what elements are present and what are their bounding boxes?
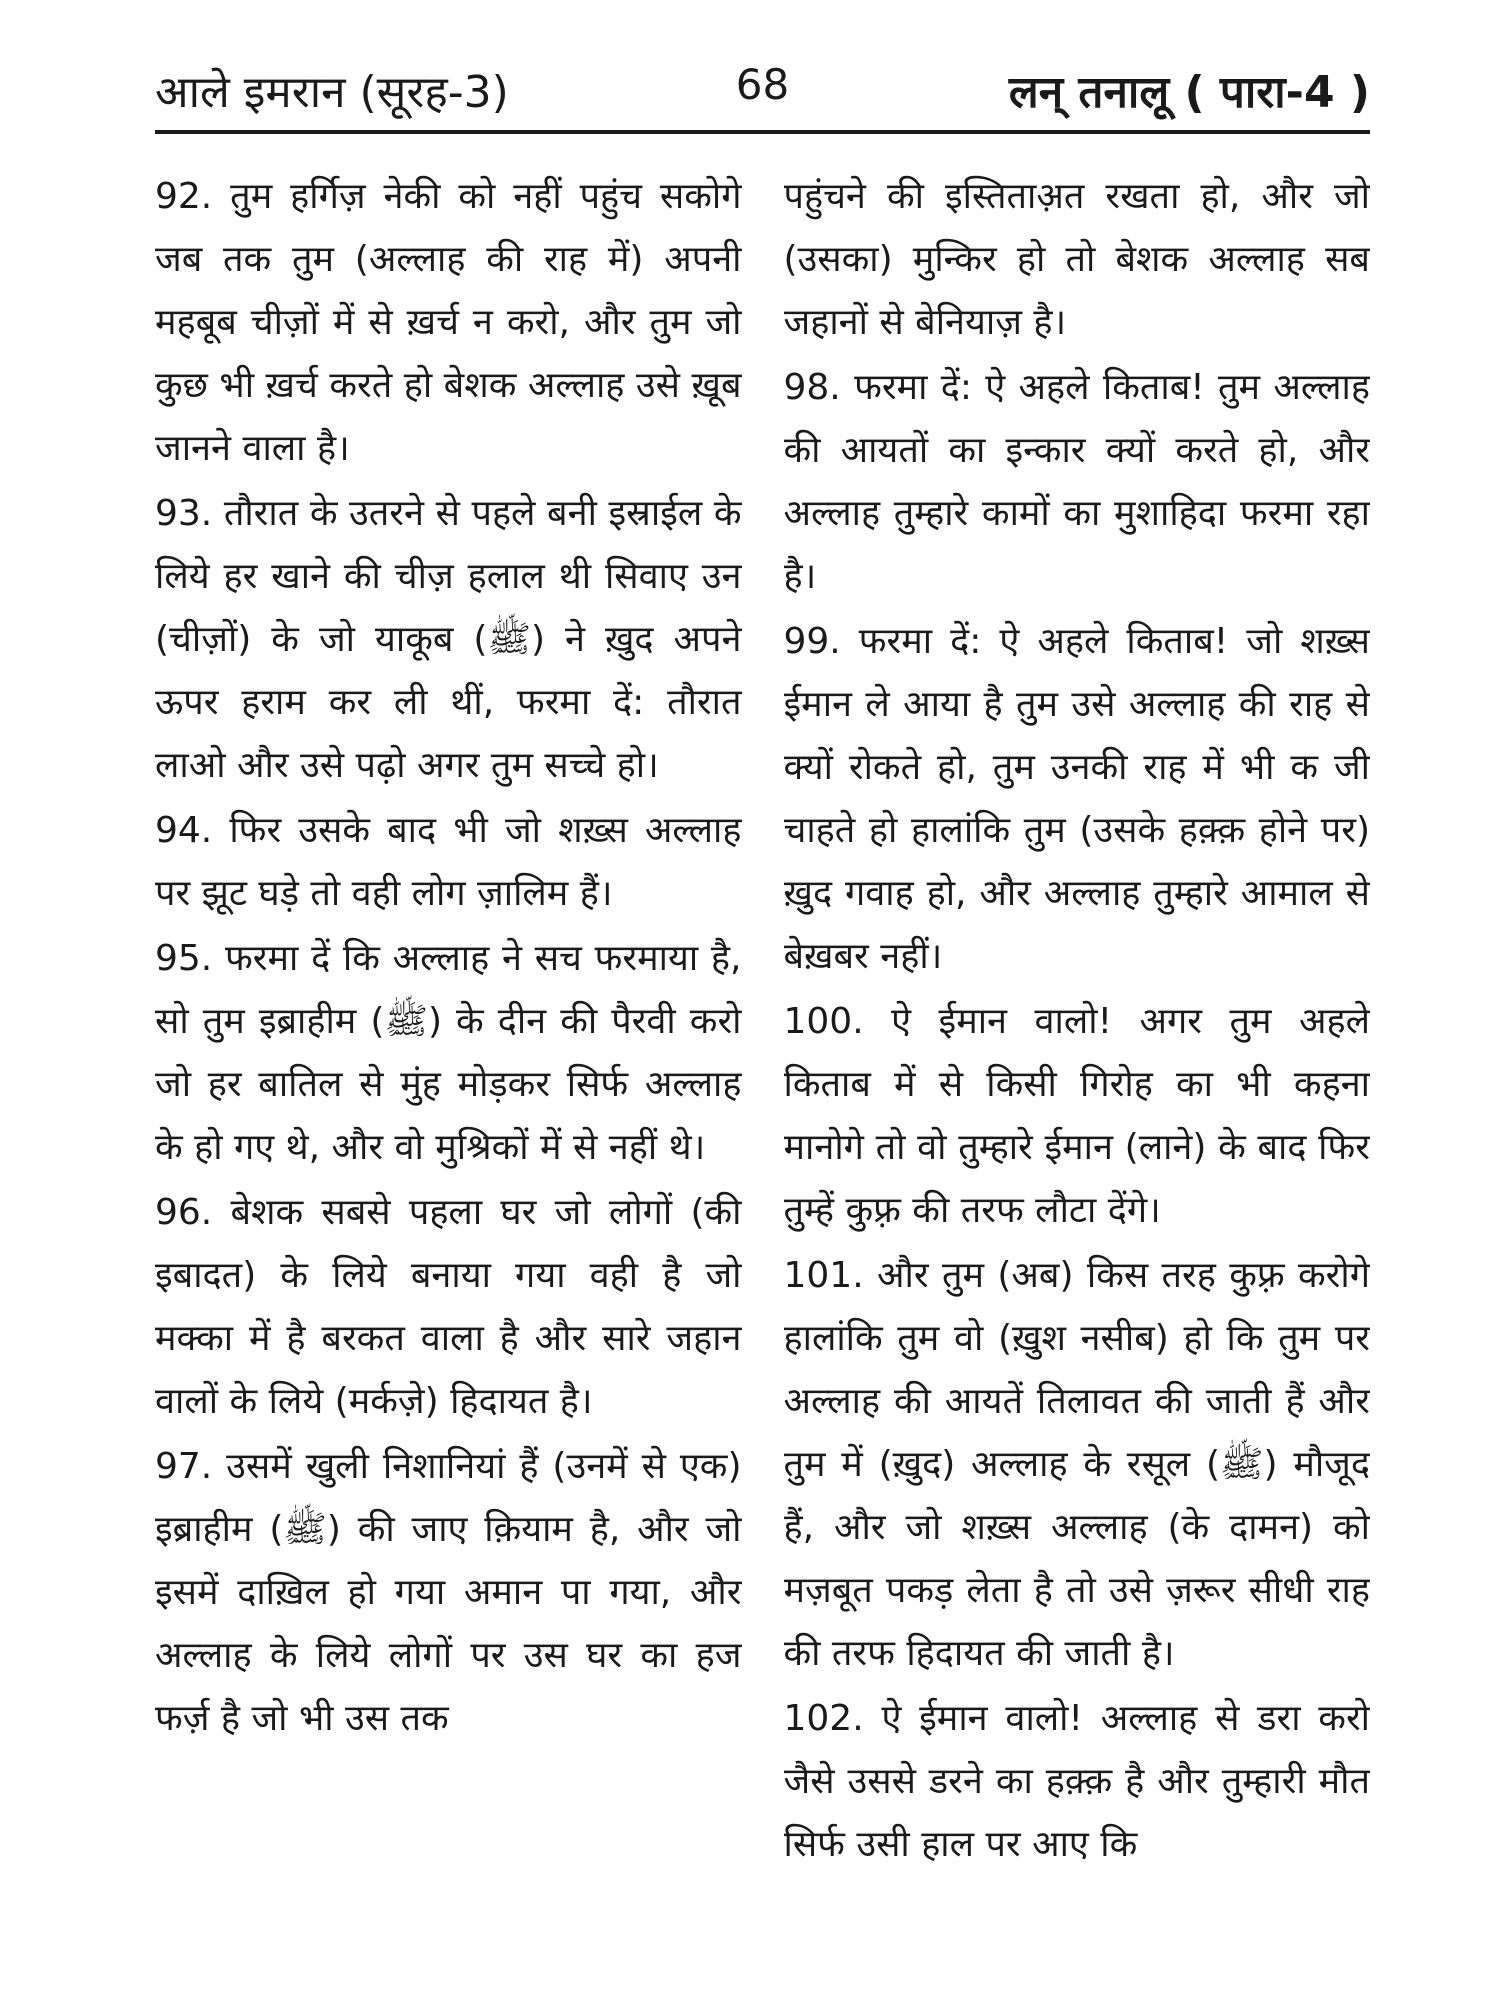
verse-96: 96. बेशक सबसे पहला घर जो लोगों (की इबादत) के लिये बनाया गया वही है जो मक्का में है बरकत वाला है और सारे जहान वालों के लिये (मर्कज़े) हिदायत है। bbox=[155, 1192, 742, 1422]
verse-92: 92. तुम हर्गिज़ नेकी को नहीं पहुंच सकोगे जब तक तुम (अल्लाह की राह में) अपनी महबूब चीज़ों में से ख़र्च न करो, और तुम जो कुछ भी ख़र्च करते हो बेशक अल्लाह उसे ख़ूब जानने वाला है। bbox=[155, 176, 742, 469]
verse-99: 99. फरमा दें: ऐ अहले किताब! जो शख़्स ईमान ले आया है तुम उसे अल्लाह की राह से क्यों रोकते हो, तुम उनकी राह में भी क जी चाहते हो हालांकि तुम (उसके हक़्क़ होने पर) ख़ुद गवाह हो, और अल्लाह तुम्हारे आमाल से बेख़बर नहीं। bbox=[783, 621, 1370, 977]
verse-93: 93. तौरात के उतरने से पहले बनी इस्राईल के लिये हर खाने की चीज़ हलाल थी सिवाए उन (चीज़ों) के जो याकूब (ﷺ) ने ख़ुद अपने ऊपर हराम कर ली थीं, फरमा दें: तौरात लाओ और उसे पढ़ो अगर तुम सच्चे हो। bbox=[155, 493, 742, 786]
page-header bbox=[155, 52, 1370, 132]
verse-94: 94. फिर उसके बाद भी जो शख़्स अल्लाह पर झूट घड़े तो वही लोग ज़ालिम हैं। bbox=[155, 810, 742, 914]
verse-95: 95. फरमा दें कि अल्लाह ने सच फरमाया है, सो तुम इब्राहीम (ﷺ) के दीन की पैरवी करो जो हर बातिल से मुंह मोड़कर सिर्फ अल्लाह के हो गए थे, और वो मुश्रिकों में से नहीं थे। bbox=[155, 938, 742, 1168]
header-divider bbox=[155, 130, 1370, 134]
verse-97-continued: पहुंचने की इस्तिताअ़त रखता हो, और जो (उसका) मुन्किर हो तो बेशक अल्लाह सब जहानों से बेनियाज़ है। bbox=[783, 176, 1370, 343]
left-column bbox=[155, 165, 742, 1980]
text-columns bbox=[155, 165, 1370, 1980]
verse-98: 98. फरमा दें: ऐ अहले किताब! तुम अल्लाह की आयतों का इन्कार क्यों करते हो, और अल्लाह तुम्हारे कामों का मुशाहिदा फरमा रहा है। bbox=[783, 367, 1370, 597]
right-column bbox=[784, 165, 1371, 1980]
verse-102: 102. ऐ ईमान वालो! अल्लाह से डरा करो जैसे उससे डरने का हक़्क़ है और तुम्हारी मौत सिर्फ उसी हाल पर आए कि bbox=[783, 1698, 1370, 1865]
verse-101: 101. और तुम (अब) किस तरह कुफ़्र करोगे हालांकि तुम वो (ख़ुश नसीब) हो कि तुम पर अल्लाह की आयतें तिलावत की जाती हैं और तुम में (ख़ुद) अल्लाह के रसूल (ﷺ) मौजूद हैं, और जो शख़्स अल्लाह (के दामन) को मज़बूत पकड़ लेता है तो उसे ज़रूर सीधी राह की तरफ हिदायत की जाती है। bbox=[783, 1255, 1370, 1674]
verse-97: 97. उसमें खुली निशानियां हैं (उनमें से एक) इब्राहीम (ﷺ) की जाए क़ियाम है, और जो इसमें दाख़िल हो गया अमान पा गया, और अल्लाह के लिये लोगों पर उस घर का हज फर्ज़ है जो भी उस तक bbox=[155, 1446, 742, 1739]
surah-title: आले इमरान (सूरह-3) bbox=[155, 67, 509, 118]
para-title: लन् तनालू ( पारा-4 ) bbox=[1008, 67, 1370, 118]
verse-100: 100. ऐ ईमान वालो! अगर तुम अहले किताब में से किसी गिरोह का भी कहना मानोगे तो वो तुम्हारे ईमान (लाने) के बाद फिर तुम्हें कुफ़्र की तरफ लौटा देंगे। bbox=[783, 1001, 1370, 1231]
page-number: 68 bbox=[735, 60, 790, 109]
